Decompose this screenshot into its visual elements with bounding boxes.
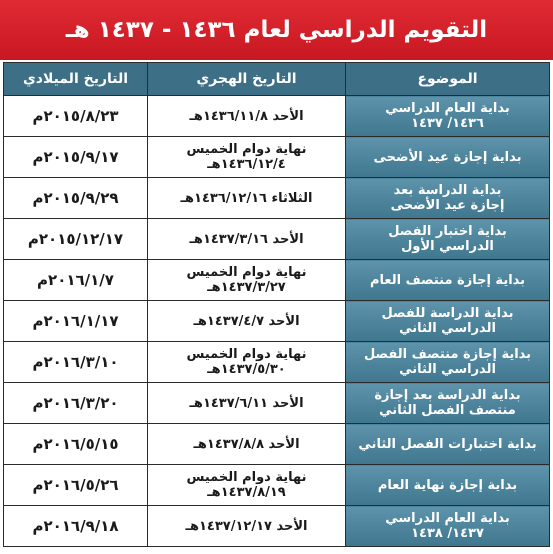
subject-cell	[346, 219, 550, 260]
subject-line: بداية الدراسة للفصل	[381, 306, 514, 321]
table-row	[4, 301, 550, 342]
subject-line: ١٤٣٧/ ١٤٣٨	[411, 526, 484, 541]
gregorian-date-cell: ٢٠١٦/٣/٢٠م	[4, 383, 148, 424]
hijri-date-cell	[148, 137, 346, 178]
subject-line: إجازة عيد الأضحى	[390, 198, 505, 213]
table-header-row	[4, 63, 550, 96]
subject-cell	[346, 301, 550, 342]
header-gregorian-date: التاريخ الميلادي	[4, 63, 148, 96]
calendar-title: التقويم الدراسي لعام ١٤٣٦ - ١٤٣٧ هـ	[0, 0, 553, 60]
subject-line: بداية إجازة منتصف الفصل	[363, 347, 532, 362]
hijri-line: ١٤٣٧/٥/٣٠هـ	[207, 362, 286, 377]
table-body	[4, 96, 550, 547]
hijri-date-cell	[148, 465, 346, 506]
subject-line: بداية الدراسة بعد	[393, 183, 502, 198]
hijri-date-cell	[148, 260, 346, 301]
subject-cell	[346, 137, 550, 178]
gregorian-date-cell: ٢٠١٦/٥/٢٦م	[4, 465, 148, 506]
gregorian-date-cell: ٢٠١٦/٥/١٥م	[4, 424, 148, 465]
subject-cell	[346, 465, 550, 506]
table-row	[4, 465, 550, 506]
header-subject: الموضوع	[346, 63, 550, 96]
hijri-date-cell	[148, 219, 346, 260]
hijri-date-cell	[148, 383, 346, 424]
header-hijri-date: التاريخ الهجري	[148, 63, 346, 96]
gregorian-date-cell: ٢٠١٥/٩/٢٩م	[4, 178, 148, 219]
hijri-line: ١٤٣٧/٨/١٩هـ	[207, 485, 286, 500]
subject-cell	[346, 260, 550, 301]
table-row	[4, 137, 550, 178]
table-row	[4, 424, 550, 465]
subject-cell	[346, 178, 550, 219]
subject-line: بداية إجازة عيد الأضحى	[373, 149, 522, 165]
hijri-date-cell	[148, 342, 346, 383]
academic-calendar-table	[3, 62, 550, 547]
gregorian-date-cell: ٢٠١٦/١/١٧م	[4, 301, 148, 342]
hijri-line: الأحد ١٤٣٧/١٢/١٧هـ	[185, 518, 308, 534]
hijri-line: نهاية دوام الخميس	[186, 470, 307, 485]
subject-cell	[346, 424, 550, 465]
hijri-line: نهاية دوام الخميس	[186, 265, 307, 280]
hijri-date-cell	[148, 301, 346, 342]
hijri-line: الأحد ١٤٣٦/١١/٨هـ	[189, 108, 304, 124]
subject-line: الدراسي الثاني	[399, 321, 496, 336]
subject-cell	[346, 506, 550, 547]
subject-line: الدراسي الأول	[401, 239, 494, 254]
hijri-date-cell	[148, 178, 346, 219]
table-row	[4, 342, 550, 383]
subject-cell	[346, 342, 550, 383]
subject-line: منتصف الفصل الثاني	[379, 403, 516, 418]
table-row	[4, 178, 550, 219]
gregorian-date-cell: ٢٠١٦/٩/١٨م	[4, 506, 148, 547]
hijri-line: ١٤٣٧/٣/٢٧هـ	[207, 280, 286, 295]
subject-line: بداية العام الدراسي	[385, 511, 510, 526]
table-row	[4, 219, 550, 260]
hijri-date-cell	[148, 506, 346, 547]
subject-cell	[346, 383, 550, 424]
table-row	[4, 96, 550, 137]
hijri-line: الثلاثاء ١٤٣٦/١٢/١٦هـ	[180, 190, 313, 206]
subject-line: بداية العام الدراسي	[385, 101, 510, 116]
gregorian-date-cell: ٢٠١٥/١٢/١٧م	[4, 219, 148, 260]
gregorian-date-cell: ٢٠١٦/٣/١٠م	[4, 342, 148, 383]
subject-line: الدراسي الثاني	[399, 362, 496, 377]
hijri-line: نهاية دوام الخميس	[186, 347, 307, 362]
hijri-line: نهاية دوام الخميس	[186, 142, 307, 157]
hijri-date-cell	[148, 96, 346, 137]
hijri-line: ١٤٣٦/١٢/٤هـ	[207, 157, 286, 172]
hijri-date-cell	[148, 424, 346, 465]
subject-line: بداية إجازة نهاية العام	[377, 477, 518, 493]
hijri-line: الأحد ١٤٣٧/٦/١١هـ	[189, 395, 304, 411]
table-row	[4, 506, 550, 547]
hijri-line: الأحد ١٤٣٧/٣/١٦هـ	[189, 231, 304, 247]
subject-line: بداية اختبار الفصل	[388, 224, 507, 239]
gregorian-date-cell: ٢٠١٥/٨/٢٣م	[4, 96, 148, 137]
table-row	[4, 383, 550, 424]
gregorian-date-cell: ٢٠١٦/١/٧م	[4, 260, 148, 301]
gregorian-date-cell: ٢٠١٥/٩/١٧م	[4, 137, 148, 178]
subject-line: بداية إجازة منتصف العام	[369, 272, 526, 288]
subject-line: ١٤٣٦/ ١٤٣٧	[411, 116, 484, 131]
subject-line: بداية الدراسة بعد إجازة	[374, 388, 521, 403]
hijri-line: الأحد ١٤٣٧/٨/٨هـ	[193, 436, 300, 452]
table-row	[4, 260, 550, 301]
subject-line: بداية اختبارات الفصل الثاني	[358, 436, 537, 452]
subject-cell	[346, 96, 550, 137]
hijri-line: الأحد ١٤٣٧/٤/٧هـ	[193, 313, 300, 329]
